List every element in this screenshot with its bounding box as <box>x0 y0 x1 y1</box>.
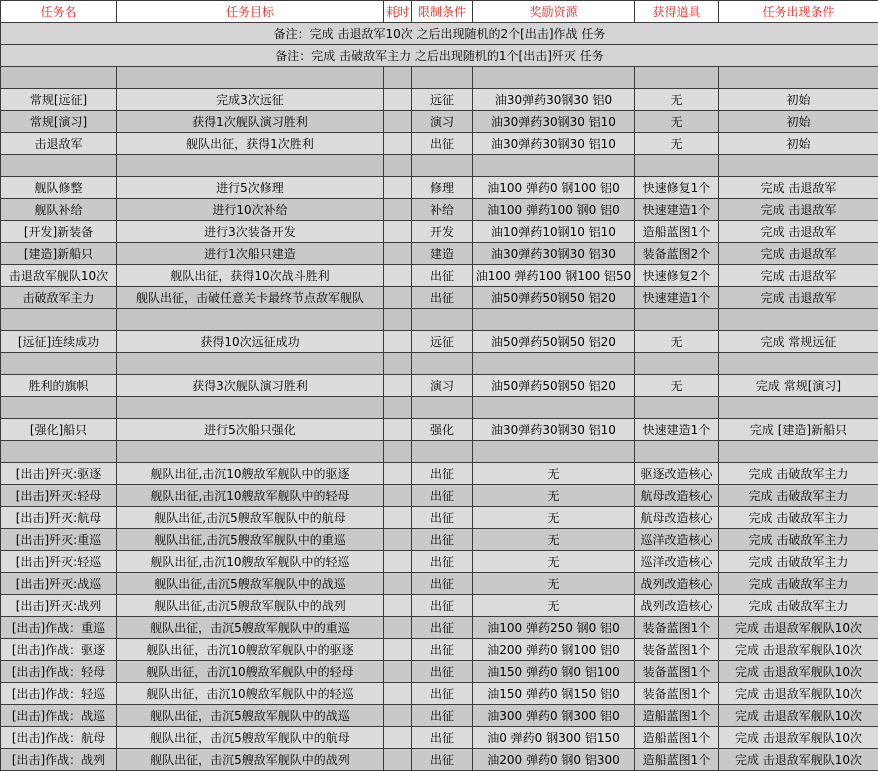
reward-cell: 油150 弹药0 钢0 铝100 <box>473 661 635 683</box>
limit-cell <box>412 397 473 419</box>
condition-cell: 完成 击退敌军舰队10次 <box>719 639 878 661</box>
time-cell <box>384 749 412 771</box>
task-row <box>1 199 878 221</box>
item-cell: 快速修复1个 <box>635 177 719 199</box>
condition-cell: 完成 击破敌军主力 <box>719 507 878 529</box>
limit-cell <box>412 309 473 331</box>
limit-cell: 出征 <box>412 683 473 705</box>
task-row <box>1 287 878 309</box>
condition-cell: 完成 击退敌军舰队10次 <box>719 617 878 639</box>
time-cell <box>384 727 412 749</box>
item-cell <box>635 353 719 375</box>
note-row <box>1 45 878 67</box>
reward-cell: 无 <box>473 507 635 529</box>
time-cell <box>384 683 412 705</box>
task-row <box>1 705 878 727</box>
separator-row <box>1 309 878 331</box>
task-name-cell <box>1 397 117 419</box>
task-table-body <box>1 1 878 771</box>
task-name-cell <box>1 441 117 463</box>
limit-cell: 出征 <box>412 727 473 749</box>
condition-cell: 完成 击退敌军舰队10次 <box>719 661 878 683</box>
reward-cell: 油30弹药30钢30 铝10 <box>473 111 635 133</box>
item-cell <box>635 441 719 463</box>
reward-cell: 油30弹药30钢30 铝10 <box>473 419 635 441</box>
condition-cell: 完成 击退敌军舰队10次 <box>719 683 878 705</box>
header-item: 获得道具 <box>635 1 719 23</box>
item-cell <box>635 309 719 331</box>
task-row <box>1 243 878 265</box>
condition-cell: 完成 击退敌军舰队10次 <box>719 705 878 727</box>
header-row <box>1 1 878 23</box>
item-cell: 航母改造核心 <box>635 507 719 529</box>
task-name-cell: [开发]新装备 <box>1 221 117 243</box>
task-name-cell: [出击]歼灭:轻母 <box>1 485 117 507</box>
time-cell <box>384 529 412 551</box>
time-cell <box>384 353 412 375</box>
item-cell: 战列改造核心 <box>635 573 719 595</box>
limit-cell <box>412 155 473 177</box>
item-cell: 装备蓝图1个 <box>635 639 719 661</box>
condition-cell: 完成 常规远征 <box>719 331 878 353</box>
task-row <box>1 265 878 287</box>
condition-cell: 完成 击退敌军 <box>719 177 878 199</box>
reward-cell: 无 <box>473 573 635 595</box>
condition-cell: 初始 <box>719 133 878 155</box>
task-name-cell <box>1 353 117 375</box>
item-cell: 快速建造1个 <box>635 199 719 221</box>
task-row <box>1 573 878 595</box>
task-name-cell: [出击]作战：战巡 <box>1 705 117 727</box>
condition-cell: 完成 击破敌军主力 <box>719 529 878 551</box>
reward-cell <box>473 397 635 419</box>
time-cell <box>384 375 412 397</box>
time-cell <box>384 463 412 485</box>
reward-cell: 无 <box>473 485 635 507</box>
item-cell: 无 <box>635 89 719 111</box>
header-condition: 任务出现条件 <box>719 1 878 23</box>
condition-cell: 完成 击退敌军舰队10次 <box>719 727 878 749</box>
time-cell <box>384 331 412 353</box>
task-row <box>1 463 878 485</box>
reward-cell: 油50弹药50钢50 铝20 <box>473 375 635 397</box>
task-target-cell: 舰队出征，击沉5艘敌军舰队中的战巡 <box>117 705 384 727</box>
condition-cell: 完成 击破敌军主力 <box>719 551 878 573</box>
item-cell: 巡洋改造核心 <box>635 551 719 573</box>
task-name-cell: 胜利的旗帜 <box>1 375 117 397</box>
limit-cell: 出征 <box>412 639 473 661</box>
header-time: 耗时 <box>384 1 412 23</box>
separator-row <box>1 67 878 89</box>
task-target-cell: 舰队出征，击沉10艘敌军舰队中的轻巡 <box>117 683 384 705</box>
item-cell: 装备蓝图1个 <box>635 683 719 705</box>
reward-cell: 无 <box>473 595 635 617</box>
condition-cell: 初始 <box>719 89 878 111</box>
time-cell <box>384 265 412 287</box>
task-target-cell: 舰队出征,击沉5艘敌军舰队中的航母 <box>117 507 384 529</box>
task-name-cell: [出击]歼灭:战列 <box>1 595 117 617</box>
time-cell <box>384 221 412 243</box>
time-cell <box>384 155 412 177</box>
condition-cell: 完成 击破敌军主力 <box>719 573 878 595</box>
reward-cell: 油30弹药30钢30 铝0 <box>473 89 635 111</box>
item-cell: 快速建造1个 <box>635 419 719 441</box>
item-cell: 快速修复2个 <box>635 265 719 287</box>
limit-cell: 出征 <box>412 133 473 155</box>
task-target-cell: 舰队出征，击沉10艘敌军舰队中的轻母 <box>117 661 384 683</box>
task-target-cell: 舰队出征,击沉5艘敌军舰队中的重巡 <box>117 529 384 551</box>
item-cell <box>635 155 719 177</box>
limit-cell: 出征 <box>412 749 473 771</box>
limit-cell: 出征 <box>412 463 473 485</box>
item-cell: 造船蓝图1个 <box>635 727 719 749</box>
time-cell <box>384 111 412 133</box>
task-target-cell <box>117 67 384 89</box>
limit-cell <box>412 441 473 463</box>
condition-cell: 完成 击破敌军主力 <box>719 463 878 485</box>
condition-cell <box>719 353 878 375</box>
time-cell <box>384 243 412 265</box>
separator-row <box>1 397 878 419</box>
task-name-cell: [出击]作战：轻巡 <box>1 683 117 705</box>
header-limit: 限制条件 <box>412 1 473 23</box>
limit-cell: 远征 <box>412 331 473 353</box>
time-cell <box>384 441 412 463</box>
note-text: 备注：完成 击破敌军主力 之后出现随机的1个[出击]歼灭 任务 <box>1 45 878 67</box>
time-cell <box>384 67 412 89</box>
condition-cell: 完成 击破敌军主力 <box>719 595 878 617</box>
limit-cell: 开发 <box>412 221 473 243</box>
task-row <box>1 727 878 749</box>
task-target-cell: 舰队出征，击破任意关卡最终节点敌军舰队 <box>117 287 384 309</box>
reward-cell <box>473 441 635 463</box>
condition-cell <box>719 441 878 463</box>
reward-cell: 油100 弹药100 钢100 铝50 <box>473 265 635 287</box>
limit-cell: 出征 <box>412 551 473 573</box>
task-name-cell: [出击]歼灭:轻巡 <box>1 551 117 573</box>
task-target-cell: 舰队出征,击沉5艘敌军舰队中的战列 <box>117 595 384 617</box>
task-target-cell: 舰队出征,击沉10艘敌军舰队中的轻母 <box>117 485 384 507</box>
limit-cell: 出征 <box>412 287 473 309</box>
task-target-cell: 获得1次舰队演习胜利 <box>117 111 384 133</box>
limit-cell: 出征 <box>412 507 473 529</box>
time-cell <box>384 661 412 683</box>
condition-cell: 完成 常规[演习] <box>719 375 878 397</box>
condition-cell <box>719 309 878 331</box>
limit-cell: 补给 <box>412 199 473 221</box>
time-cell <box>384 287 412 309</box>
reward-cell: 油200 弹药0 钢100 铝0 <box>473 639 635 661</box>
reward-cell: 油100 弹药0 钢100 铝0 <box>473 177 635 199</box>
time-cell <box>384 617 412 639</box>
time-cell <box>384 595 412 617</box>
task-row <box>1 133 878 155</box>
task-name-cell: 舰队补给 <box>1 199 117 221</box>
reward-cell <box>473 309 635 331</box>
limit-cell: 演习 <box>412 111 473 133</box>
task-row <box>1 177 878 199</box>
reward-cell <box>473 353 635 375</box>
task-row <box>1 639 878 661</box>
task-target-cell: 舰队出征，击沉5艘敌军舰队中的重巡 <box>117 617 384 639</box>
condition-cell: 完成 击退敌军 <box>719 199 878 221</box>
task-name-cell <box>1 67 117 89</box>
note-text: 备注：完成 击退敌军10次 之后出现随机的2个[出击]作战 任务 <box>1 23 878 45</box>
task-row <box>1 551 878 573</box>
header-task-name: 任务名 <box>1 1 117 23</box>
task-name-cell: [远征]连续成功 <box>1 331 117 353</box>
task-target-cell: 舰队出征，击沉5艘敌军舰队中的航母 <box>117 727 384 749</box>
reward-cell: 无 <box>473 463 635 485</box>
item-cell: 战列改造核心 <box>635 595 719 617</box>
task-target-cell: 舰队出征,击沉5艘敌军舰队中的战巡 <box>117 573 384 595</box>
reward-cell: 油200 弹药0 钢0 铝300 <box>473 749 635 771</box>
note-row <box>1 23 878 45</box>
reward-cell: 无 <box>473 529 635 551</box>
reward-cell: 油50弹药50钢50 铝20 <box>473 287 635 309</box>
limit-cell: 出征 <box>412 265 473 287</box>
task-row <box>1 375 878 397</box>
task-name-cell: [出击]作战：战列 <box>1 749 117 771</box>
time-cell <box>384 309 412 331</box>
time-cell <box>384 507 412 529</box>
limit-cell: 修理 <box>412 177 473 199</box>
time-cell <box>384 397 412 419</box>
item-cell: 无 <box>635 111 719 133</box>
task-name-cell: [出击]歼灭:航母 <box>1 507 117 529</box>
task-name-cell: [建造]新船只 <box>1 243 117 265</box>
limit-cell: 出征 <box>412 485 473 507</box>
task-target-cell: 舰队出征，击沉10艘敌军舰队中的驱逐 <box>117 639 384 661</box>
reward-cell: 油150 弹药0 钢150 铝0 <box>473 683 635 705</box>
task-name-cell <box>1 309 117 331</box>
reward-cell: 油100 弹药250 钢0 铝0 <box>473 617 635 639</box>
item-cell: 无 <box>635 133 719 155</box>
task-row <box>1 419 878 441</box>
reward-cell: 油50弹药50钢50 铝20 <box>473 331 635 353</box>
time-cell <box>384 199 412 221</box>
task-name-cell: [出击]作战：轻母 <box>1 661 117 683</box>
limit-cell: 出征 <box>412 661 473 683</box>
task-name-cell: 击退敌军 <box>1 133 117 155</box>
reward-cell: 油100 弹药100 钢0 铝0 <box>473 199 635 221</box>
condition-cell: 完成 击退敌军舰队10次 <box>719 749 878 771</box>
condition-cell <box>719 67 878 89</box>
time-cell <box>384 639 412 661</box>
task-target-cell: 获得3次舰队演习胜利 <box>117 375 384 397</box>
task-row <box>1 331 878 353</box>
task-row <box>1 683 878 705</box>
task-name-cell: [出击]歼灭:驱逐 <box>1 463 117 485</box>
task-name-cell: [出击]歼灭:战巡 <box>1 573 117 595</box>
item-cell: 无 <box>635 375 719 397</box>
condition-cell <box>719 155 878 177</box>
task-name-cell: [强化]船只 <box>1 419 117 441</box>
time-cell <box>384 133 412 155</box>
task-target-cell: 完成3次远征 <box>117 89 384 111</box>
condition-cell: 完成 击退敌军 <box>719 221 878 243</box>
reward-cell: 无 <box>473 551 635 573</box>
header-reward: 奖励资源 <box>473 1 635 23</box>
separator-row <box>1 441 878 463</box>
header-task-target: 任务目标 <box>117 1 384 23</box>
task-name-cell: [出击]歼灭:重巡 <box>1 529 117 551</box>
item-cell: 航母改造核心 <box>635 485 719 507</box>
item-cell: 造船蓝图1个 <box>635 749 719 771</box>
task-target-cell <box>117 353 384 375</box>
item-cell: 装备蓝图2个 <box>635 243 719 265</box>
limit-cell <box>412 67 473 89</box>
task-target-cell: 进行10次补给 <box>117 199 384 221</box>
time-cell <box>384 573 412 595</box>
task-name-cell: [出击]作战：航母 <box>1 727 117 749</box>
task-name-cell: 常规[演习] <box>1 111 117 133</box>
item-cell: 快速建造1个 <box>635 287 719 309</box>
item-cell: 装备蓝图1个 <box>635 661 719 683</box>
item-cell: 造船蓝图1个 <box>635 705 719 727</box>
condition-cell: 完成 击退敌军 <box>719 243 878 265</box>
reward-cell: 油10弹药10钢10 铝10 <box>473 221 635 243</box>
item-cell: 巡洋改造核心 <box>635 529 719 551</box>
item-cell: 装备蓝图1个 <box>635 617 719 639</box>
limit-cell: 出征 <box>412 529 473 551</box>
task-name-cell <box>1 155 117 177</box>
separator-row <box>1 353 878 375</box>
limit-cell: 出征 <box>412 573 473 595</box>
task-row <box>1 529 878 551</box>
task-row <box>1 507 878 529</box>
time-cell <box>384 551 412 573</box>
time-cell <box>384 89 412 111</box>
task-target-cell: 获得10次远征成功 <box>117 331 384 353</box>
item-cell: 造船蓝图1个 <box>635 221 719 243</box>
task-target-cell <box>117 397 384 419</box>
time-cell <box>384 485 412 507</box>
condition-cell: 完成 击退敌军 <box>719 287 878 309</box>
time-cell <box>384 419 412 441</box>
item-cell <box>635 397 719 419</box>
task-target-cell: 舰队出征，获得1次胜利 <box>117 133 384 155</box>
item-cell <box>635 67 719 89</box>
task-target-cell: 舰队出征，获得10次战斗胜利 <box>117 265 384 287</box>
task-target-cell <box>117 155 384 177</box>
limit-cell: 建造 <box>412 243 473 265</box>
limit-cell: 强化 <box>412 419 473 441</box>
task-target-cell: 舰队出征,击沉10艘敌军舰队中的驱逐 <box>117 463 384 485</box>
condition-cell: 完成 [建造]新船只 <box>719 419 878 441</box>
task-row <box>1 749 878 771</box>
time-cell <box>384 177 412 199</box>
task-name-cell: 舰队修整 <box>1 177 117 199</box>
task-target-cell: 进行1次船只建造 <box>117 243 384 265</box>
task-name-cell: 击退敌军舰队10次 <box>1 265 117 287</box>
limit-cell: 出征 <box>412 595 473 617</box>
task-target-cell: 进行5次修理 <box>117 177 384 199</box>
task-name-cell: 常规[远征] <box>1 89 117 111</box>
task-name-cell: [出击]作战：驱逐 <box>1 639 117 661</box>
task-target-cell: 进行5次船只强化 <box>117 419 384 441</box>
task-target-cell <box>117 441 384 463</box>
reward-cell <box>473 155 635 177</box>
limit-cell <box>412 353 473 375</box>
reward-cell: 油30弹药30钢30 铝10 <box>473 133 635 155</box>
limit-cell: 出征 <box>412 617 473 639</box>
reward-cell <box>473 67 635 89</box>
condition-cell: 初始 <box>719 111 878 133</box>
task-row <box>1 617 878 639</box>
condition-cell: 完成 击破敌军主力 <box>719 485 878 507</box>
task-row <box>1 485 878 507</box>
task-name-cell: [出击]作战：重巡 <box>1 617 117 639</box>
task-target-cell: 舰队出征，击沉5艘敌军舰队中的战列 <box>117 749 384 771</box>
task-row <box>1 89 878 111</box>
reward-cell: 油0 弹药0 钢300 铝150 <box>473 727 635 749</box>
limit-cell: 出征 <box>412 705 473 727</box>
task-row <box>1 661 878 683</box>
item-cell: 驱逐改造核心 <box>635 463 719 485</box>
limit-cell: 演习 <box>412 375 473 397</box>
task-name-cell: 击破敌军主力 <box>1 287 117 309</box>
time-cell <box>384 705 412 727</box>
item-cell: 无 <box>635 331 719 353</box>
reward-cell: 油300 弹药0 钢300 铝0 <box>473 705 635 727</box>
separator-row <box>1 155 878 177</box>
task-target-cell: 进行3次装备开发 <box>117 221 384 243</box>
task-row <box>1 595 878 617</box>
condition-cell: 完成 击退敌军 <box>719 265 878 287</box>
task-row <box>1 111 878 133</box>
task-row <box>1 221 878 243</box>
condition-cell <box>719 397 878 419</box>
reward-cell: 油30弹药30钢30 铝30 <box>473 243 635 265</box>
task-target-cell <box>117 309 384 331</box>
task-target-cell: 舰队出征,击沉10艘敌军舰队中的轻巡 <box>117 551 384 573</box>
limit-cell: 远征 <box>412 89 473 111</box>
